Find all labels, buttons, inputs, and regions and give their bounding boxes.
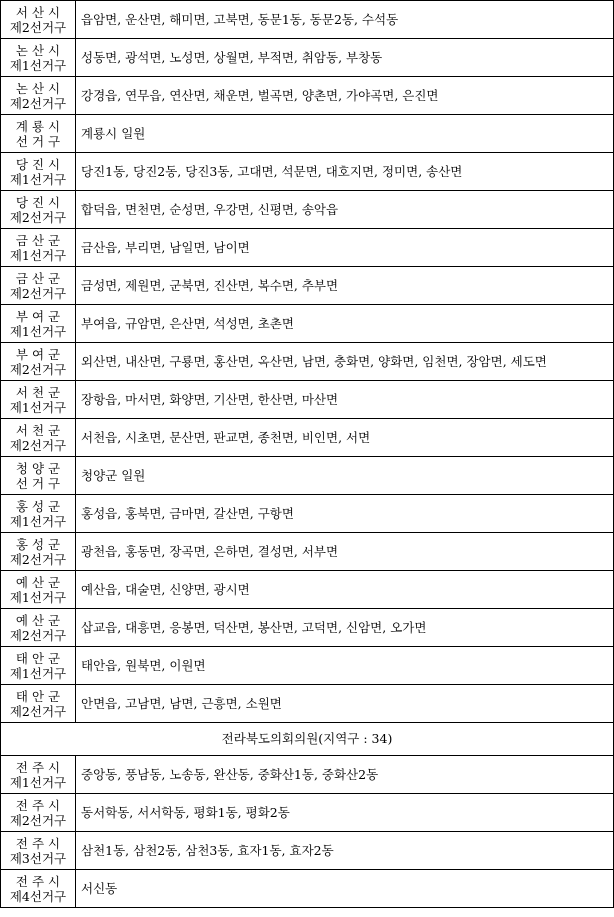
- table-row: [1, 381, 614, 419]
- district-name-cell: [1, 77, 76, 115]
- district-city: 태 안 군: [15, 688, 61, 704]
- table-body-top: [1, 1, 614, 723]
- district-name-cell: [1, 495, 76, 533]
- district-areas-cell: 계룡시 일원: [76, 115, 614, 153]
- district-name-cell: [1, 1, 76, 39]
- table-row: [1, 571, 614, 609]
- district-name-cell: [1, 832, 76, 870]
- section-header-body: [1, 723, 614, 756]
- district-areas-cell: 강경읍, 연무읍, 연산면, 채운면, 벌곡면, 양촌면, 가야곡면, 은진면: [76, 77, 614, 115]
- district-city: 부 여 군: [15, 308, 61, 324]
- district-city: 계 룡 시: [15, 118, 61, 134]
- district-name-cell: [1, 343, 76, 381]
- table-row: [1, 267, 614, 305]
- district-city: 금 산 군: [15, 270, 61, 286]
- district-city: 서 산 시: [15, 4, 61, 20]
- table-body-bottom: [1, 756, 614, 908]
- district-number: 제2선거구: [9, 627, 67, 643]
- district-city: 청 양 군: [15, 460, 61, 476]
- district-number: 제1선거구: [9, 57, 67, 73]
- district-name-cell: [1, 756, 76, 794]
- district-areas-cell: 읍암면, 운산면, 해미면, 고북면, 동문1동, 동문2동, 수석동: [76, 1, 614, 39]
- table-row: [1, 153, 614, 191]
- district-number: 제2선거구: [9, 703, 67, 719]
- district-number: 제2선거구: [9, 361, 67, 377]
- table-row: [1, 39, 614, 77]
- district-areas-cell: 청양군 일원: [76, 457, 614, 495]
- district-areas-cell: 삽교읍, 대흥면, 응봉면, 덕산면, 봉산면, 고덕면, 신암면, 오가면: [76, 609, 614, 647]
- section-header-row: [1, 723, 614, 756]
- table-row: [1, 685, 614, 723]
- district-areas-cell: 예산읍, 대술면, 신양면, 광시면: [76, 571, 614, 609]
- district-number: 제2선거구: [9, 95, 67, 111]
- district-city: 전 주 시: [15, 873, 61, 889]
- district-number: 제2선거구: [9, 437, 67, 453]
- district-number: 선 거 구: [15, 133, 61, 149]
- district-name-cell: [1, 647, 76, 685]
- district-number: 제1선거구: [9, 665, 67, 681]
- district-number: 제1선거구: [9, 513, 67, 529]
- district-name-cell: [1, 381, 76, 419]
- district-city: 예 산 군: [15, 612, 61, 628]
- district-number: 제2선거구: [9, 19, 67, 35]
- district-name-cell: [1, 870, 76, 908]
- district-areas-cell: 중앙동, 풍남동, 노송동, 완산동, 중화산1동, 중화산2동: [76, 756, 614, 794]
- table-row: [1, 115, 614, 153]
- district-areas-cell: 홍성읍, 홍북면, 금마면, 갈산면, 구항면: [76, 495, 614, 533]
- district-city: 논 산 시: [15, 42, 61, 58]
- table-row: [1, 1, 614, 39]
- table-row: [1, 609, 614, 647]
- district-number: 제1선거구: [9, 247, 67, 263]
- district-city: 태 안 군: [15, 650, 61, 666]
- table-row: [1, 533, 614, 571]
- district-name-cell: [1, 191, 76, 229]
- district-name-cell: [1, 609, 76, 647]
- table-row: [1, 457, 614, 495]
- district-number: 선 거 구: [15, 475, 61, 491]
- district-city: 금 산 군: [15, 232, 61, 248]
- table-row: [1, 229, 614, 267]
- district-areas-cell: 금성면, 제원면, 군북면, 진산면, 복수면, 추부면: [76, 267, 614, 305]
- district-name-cell: [1, 457, 76, 495]
- district-number: 제2선거구: [9, 551, 67, 567]
- district-city: 전 주 시: [15, 835, 61, 851]
- district-areas-cell: 삼천1동, 삼천2동, 삼천3동, 효자1동, 효자2동: [76, 832, 614, 870]
- district-city: 당 진 시: [15, 194, 61, 210]
- table-row: [1, 495, 614, 533]
- district-name-cell: [1, 685, 76, 723]
- table-row: [1, 305, 614, 343]
- district-city: 전 주 시: [15, 759, 61, 775]
- district-name-cell: [1, 305, 76, 343]
- table-row: [1, 794, 614, 832]
- district-number: 제1선거구: [9, 399, 67, 415]
- district-number: 제4선거구: [9, 888, 67, 904]
- district-name-cell: [1, 419, 76, 457]
- district-number: 제2선거구: [9, 812, 67, 828]
- district-city: 전 주 시: [15, 797, 61, 813]
- district-areas-cell: 합덕읍, 면천면, 순성면, 우강면, 신평면, 송악읍: [76, 191, 614, 229]
- table-row: [1, 832, 614, 870]
- district-name-cell: [1, 571, 76, 609]
- district-number: 제1선거구: [9, 774, 67, 790]
- district-name-cell: [1, 267, 76, 305]
- section-header: 전라북도의회의원(지역구 : 34): [1, 723, 614, 756]
- table-row: [1, 756, 614, 794]
- district-number: 제3선거구: [9, 850, 67, 866]
- district-name-cell: [1, 533, 76, 571]
- district-areas-cell: 동서학동, 서서학동, 평화1동, 평화2동: [76, 794, 614, 832]
- district-number: 제2선거구: [9, 285, 67, 301]
- district-city: 홍 성 군: [15, 498, 61, 514]
- district-city: 논 산 시: [15, 80, 61, 96]
- district-city: 당 진 시: [15, 156, 61, 172]
- district-name-cell: [1, 39, 76, 77]
- district-name-cell: [1, 115, 76, 153]
- district-areas-cell: 장항읍, 마서면, 화양면, 기산면, 한산면, 마산면: [76, 381, 614, 419]
- district-city: 부 여 군: [15, 346, 61, 362]
- district-city: 서 천 군: [15, 422, 61, 438]
- district-city: 예 산 군: [15, 574, 61, 590]
- district-areas-cell: 서천읍, 시초면, 문산면, 판교면, 종천면, 비인면, 서면: [76, 419, 614, 457]
- district-city: 서 천 군: [15, 384, 61, 400]
- table-row: [1, 343, 614, 381]
- district-areas-cell: 금산읍, 부리면, 남일면, 남이면: [76, 229, 614, 267]
- district-areas-cell: 광천읍, 홍동면, 장곡면, 은하면, 결성면, 서부면: [76, 533, 614, 571]
- district-name-cell: [1, 229, 76, 267]
- district-city: 홍 성 군: [15, 536, 61, 552]
- district-number: 제1선거구: [9, 171, 67, 187]
- district-areas-cell: 태안읍, 원북면, 이원면: [76, 647, 614, 685]
- district-areas-cell: 부여읍, 규암면, 은산면, 석성면, 초촌면: [76, 305, 614, 343]
- district-areas-cell: 외산면, 내산면, 구룡면, 홍산면, 옥산면, 남면, 충화면, 양화면, 임천면, 장암면, 세도면: [76, 343, 614, 381]
- table-row: [1, 77, 614, 115]
- district-name-cell: [1, 794, 76, 832]
- district-areas-cell: 안면읍, 고남면, 남면, 근흥면, 소원면: [76, 685, 614, 723]
- district-name-cell: [1, 153, 76, 191]
- district-number: 제1선거구: [9, 589, 67, 605]
- district-areas-cell: 서신동: [76, 870, 614, 908]
- district-number: 제2선거구: [9, 209, 67, 225]
- table-row: [1, 647, 614, 685]
- district-number: 제1선거구: [9, 323, 67, 339]
- table-row: [1, 191, 614, 229]
- district-areas-cell: 당진1동, 당진2동, 당진3동, 고대면, 석문면, 대호지면, 정미면, 송산면: [76, 153, 614, 191]
- table-row: [1, 870, 614, 908]
- district-areas-cell: 성동면, 광석면, 노성면, 상월면, 부적면, 취암동, 부창동: [76, 39, 614, 77]
- table-row: [1, 419, 614, 457]
